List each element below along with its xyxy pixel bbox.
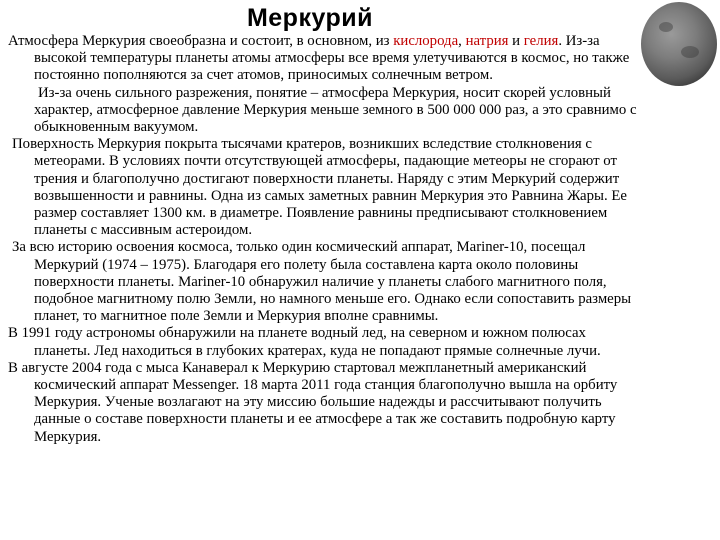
keyword-sodium: натрия <box>465 33 509 49</box>
paragraph-text: . Из-за высокой температуры планеты атомы атмосферы все время улетучиваются в космос, но также постоянно пополняются за счет атомов, приносимых солнечным ветром. <box>34 33 630 84</box>
separator-text: и <box>508 33 524 49</box>
page-title: Меркурий <box>246 4 374 32</box>
separator-text: , <box>458 33 466 49</box>
paragraph-messenger: В августе 2004 года с мыса Канаверал к Меркурию стартовал межпланетный американский космический аппарат Messenger. 18 марта 2011 года станция благополучно вышла на орбиту Меркурия. Ученые возлагают на эту миссию большие надежды и рассчитывают получить данные о составе поверхности планеты и ее атмосфере а так же составить подробную карту Меркурия. <box>8 359 618 445</box>
document-body <box>8 33 640 446</box>
paragraph-text: Атмосфера Меркурия своеобразна и состоит, в основном, из <box>8 33 394 49</box>
keyword-oxygen: кислорода <box>393 33 459 49</box>
paragraph-surface: Поверхность Меркурия покрыта тысячами кратеров, возникших вследствие столкновения с метеорами. В условиях почти отсутствующей атмосферы, падающие метеоры не сгорают от трения и благополучно достигают поверхности планеты. Наряду с этим Меркурий содержит возвышенности и равнины. Одна из самых заметных равнин Меркурия это Равнина Жары. Ее размер составляет 1300 км. в диаметре. Появление равнины предписывают столкновением планеты с массивным астероидом. <box>12 136 627 239</box>
mercury-planet-image <box>641 2 717 86</box>
paragraph-pressure: Из-за очень сильного разрежения, понятие – атмосфера Меркурия, носит скорей условный характер, атмосферное давление Меркурия меньше земного в 500 000 000 раз, а это сравнимо с обыкновенным вакуумом. <box>34 84 637 136</box>
keyword-helium: гелия <box>523 33 559 49</box>
paragraph-mariner: За всю историю освоения космоса, только один космический аппарат, Mariner-10, посещал Меркурий (1974 – 1975). Благодаря его полету была составлена карта около половины поверхности планеты. Mariner-10 обнаружил наличие у планеты слабого магнитного поля, подобное магнитному полю Земли, но намного меньше его. Однако если сопоставить размеры планет, то магнитное поле Земли и Меркурия вполне сравнимы. <box>12 239 632 325</box>
paragraph-atmosphere <box>8 33 640 85</box>
paragraph-ice: В 1991 году астрономы обнаружили на планете водный лед, на северном и южном полюсах планеты. Лед находиться в глубоких кратерах, куда не попадают прямые солнечные лучи. <box>8 325 601 359</box>
